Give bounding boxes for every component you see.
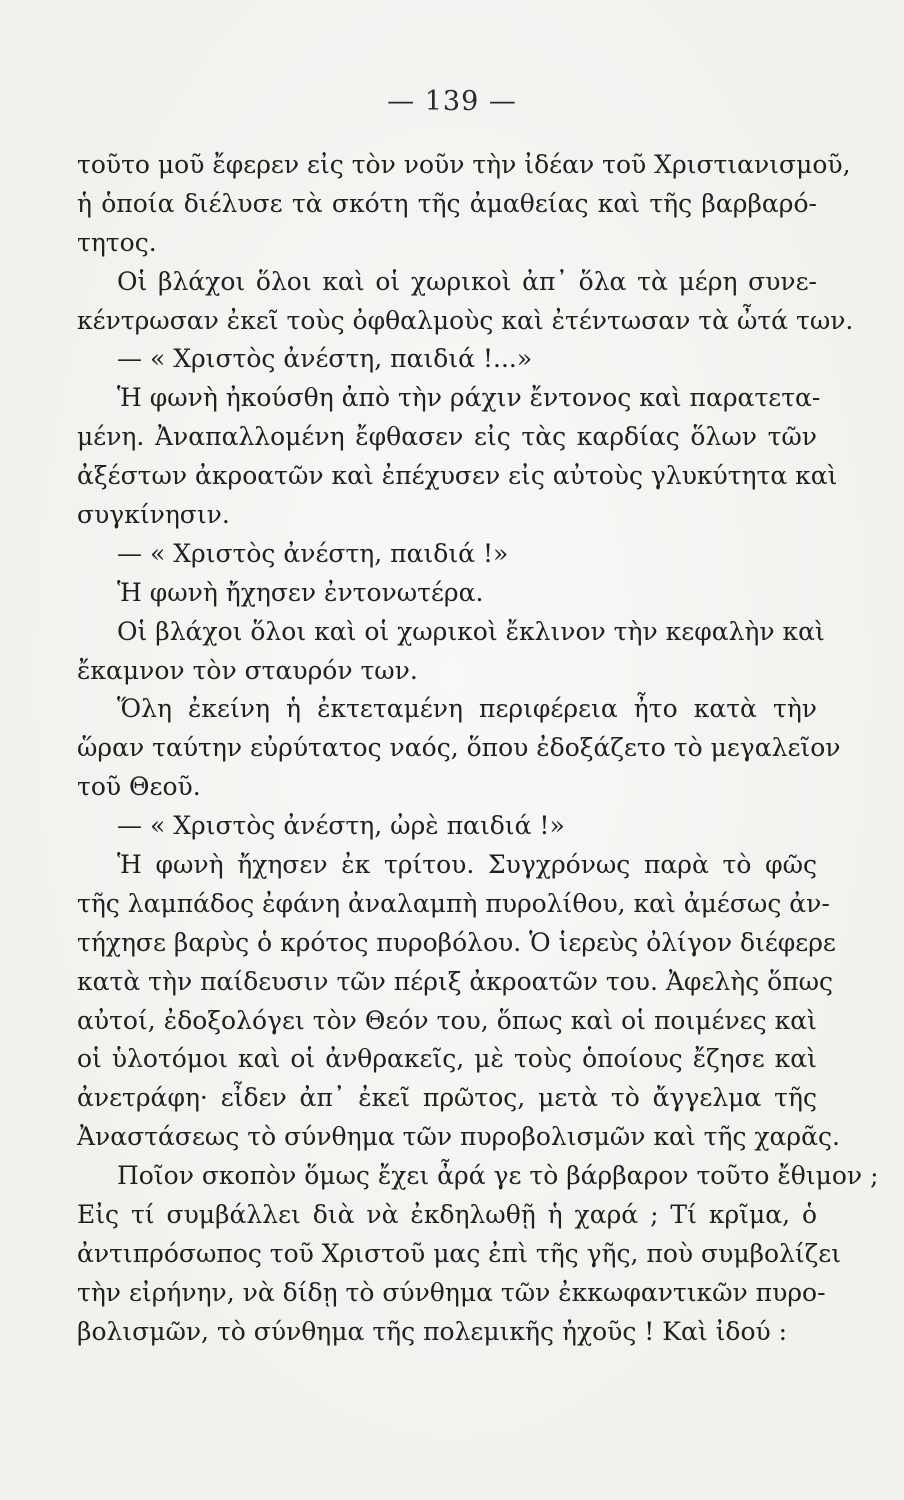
text-line: ἀντιπρόσωπος τοῦ Χριστοῦ μας ἐπὶ τῆς γῆς, ποὺ συμβολίζει (77, 1238, 842, 1268)
text-line: Οἱ βλάχοι ὅλοι καὶ οἱ χωρικοὶ ἔκλινον τὴν κεφαλὴν καὶ (117, 616, 825, 646)
text-line: τῆς λαμπάδος ἐφάνη ἀναλαμπὴ πυρολίθου, καὶ ἀμέσως ἀν- (77, 888, 830, 918)
text-line: ὥραν ταύτην εὐρύτατος ναός, ὅπου ἐδοξάζετο τὸ μεγαλεῖον (77, 733, 841, 763)
text-line: Ἡ φωνὴ ἠκούσθη ἀπὸ τὴν ράχιν ἔντονος καὶ παρατετα- (117, 383, 821, 413)
text-line: ἡ ὁποία διέλυσε τὰ σκότη τῆς ἀμαθείας καὶ τῆς βαρβαρό- (77, 188, 817, 218)
text-line: οἱ ὑλοτόμοι καὶ οἱ ἀνθρακεῖς, μὲ τοὺς ὁποίους ἔζησε καὶ (77, 1044, 817, 1074)
text-line: κατὰ τὴν παίδευσιν τῶν πέριξ ἀκροατῶν του. Ἀφελὴς ὅπως (77, 966, 834, 996)
text-line: αὐτοί, ἐδοξολόγει τὸν Θεόν του, ὅπως καὶ οἱ ποιμένες καὶ (77, 1005, 817, 1035)
text-line: Εἰς τί συμβάλλει διὰ νὰ ἐκδηλωθῇ ἡ χαρά ; Τί κρῖμα, ὁ (77, 1200, 817, 1230)
text-line: ἀξέστων ἀκροατῶν καὶ ἐπέχυσεν εἰς αὐτοὺς γλυκύτητα καὶ (77, 461, 838, 491)
text-line: τήχησε βαρὺς ὁ κρότος πυροβόλου. Ὁ ἱερεὺς ὀλίγον διέφερε (77, 927, 836, 957)
text-line: βολισμῶν, τὸ σύνθημα τῆς πολεμικῆς ἠχοῦς ! Καὶ ἰδού : (77, 1316, 788, 1346)
text-line: τοῦ Θεοῦ. (77, 772, 201, 802)
text-line: — « Χριστὸς ἀνέστη, ὠρὲ παιδιά !» (117, 811, 565, 841)
text-line: — « Χριστὸς ἀνέστη, παιδιά !...» (117, 344, 533, 374)
text-line: Ἀναστάσεως τὸ σύνθημα τῶν πυροβολισμῶν καὶ τῆς χαρᾶς. (77, 1122, 840, 1152)
text-line: Ὅλη ἐκείνη ἡ ἐκτεταμένη περιφέρεια ἦτο κατὰ τὴν (117, 694, 817, 724)
page-number: — 139 — (387, 86, 517, 117)
text-line: κέντρωσαν ἐκεῖ τοὺς ὀφθαλμοὺς καὶ ἐτέντωσαν τὰ ὦτά των. (77, 305, 854, 335)
text-line: τὴν εἰρήνην, νὰ δίδῃ τὸ σύνθημα τῶν ἐκκωφαντικῶν πυρο- (77, 1277, 826, 1307)
text-line: συγκίνησιν. (77, 500, 230, 530)
text-line: Οἱ βλάχοι ὅλοι καὶ οἱ χωρικοὶ ἀπ᾽ ὅλα τὰ μέρη συνε- (117, 266, 817, 296)
text-line: τοῦτο μοῦ ἔφερεν εἰς τὸν νοῦν τὴν ἰδέαν τοῦ Χριστιανισμοῦ, (77, 150, 851, 179)
text-line: Ποῖον σκοπὸν ὅμως ἔχει ἆρά γε τὸ βάρβαρον τοῦτο ἔθιμον ; (117, 1161, 879, 1191)
body-text (77, 146, 879, 1352)
text-line: — « Χριστὸς ἀνέστη, παιδιά !» (117, 538, 509, 568)
text-line: μένη. Ἀναπαλλομένη ἔφθασεν εἰς τὰς καρδίας ὅλων τῶν (77, 422, 817, 452)
text-line: ἀνετράφη· εἶδεν ἀπ᾽ ἐκεῖ πρῶτος, μετὰ τὸ ἄγγελμα τῆς (77, 1083, 817, 1113)
text-line: τητος. (77, 227, 157, 257)
text-line: Ἡ φωνὴ ἤχησεν ἐκ τρίτου. Συγχρόνως παρὰ τὸ φῶς (117, 850, 817, 880)
text-line: Ἡ φωνὴ ἤχησεν ἐντονωτέρα. (117, 577, 484, 607)
text-line: ἔκαμνον τὸν σταυρόν των. (77, 655, 418, 685)
